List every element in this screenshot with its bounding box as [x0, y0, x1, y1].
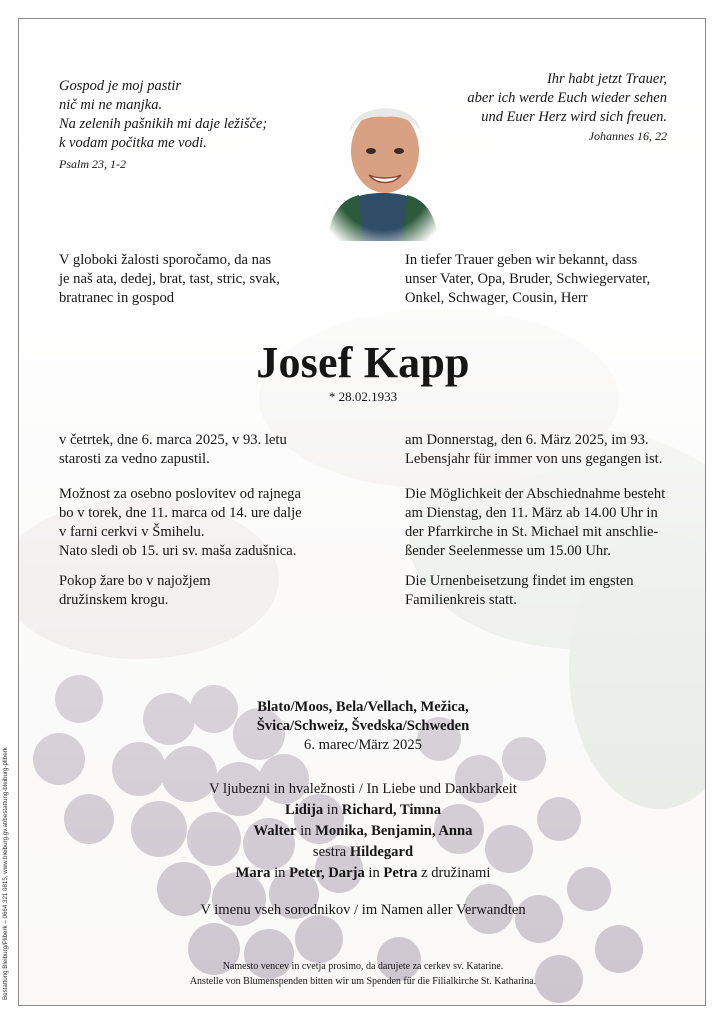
text-line: ßender Seelenmesse um 15.00 Uhr.: [405, 543, 611, 559]
footer-line: Anstelle von Blumenspenden bitten wir um Spenden für die Filialkirche St. Katharina.: [189, 976, 537, 987]
text-line: starosti za vedno zapustil.: [59, 451, 210, 467]
intro-slovenian: [59, 251, 280, 308]
footer-line: Namesto vencev in cvetja prosimo, da darujete za cerkev sv. Katarine.: [222, 961, 504, 972]
family-name: Richard, Timna: [341, 802, 441, 818]
family-block: [19, 779, 706, 921]
family-name: Peter, Darja: [289, 865, 365, 881]
family-name: Petra: [383, 865, 418, 881]
date-line: 6. marec/März 2025: [304, 737, 422, 753]
place-date-block: [19, 698, 706, 755]
deceased-name: Josef Kapp: [256, 338, 470, 387]
text-line: Onkel, Schwager, Cousin, Herr: [405, 290, 588, 306]
text-line: Nato sledi ob 15. uri sv. maša zadušnica.: [59, 543, 297, 559]
family-row: [19, 863, 706, 884]
text-line: Lebensjahr für immer von uns gegangen ist.: [405, 451, 663, 467]
text-line: der Pfarrkirche in St. Michael mit anschlie-: [405, 524, 659, 540]
closing-line: V imenu vseh sorodnikov / im Namen aller Verwandten: [200, 902, 526, 918]
quote-left: [59, 77, 267, 174]
text-line: V globoki žalosti sporočamo, da nas: [59, 252, 272, 268]
footer-note: [19, 959, 706, 989]
family-sep: in: [296, 823, 316, 839]
text-line: Die Möglichkeit der Abschiednahme besteht: [405, 486, 666, 502]
places-line: Švica/Schweiz, Švedska/Schweden: [256, 718, 470, 734]
family-row: [19, 821, 706, 842]
parte-sheet: [18, 18, 706, 1006]
text-line: am Donnerstag, den 6. März 2025, im 93.: [405, 432, 649, 448]
places-line: Blato/Moos, Bela/Vellach, Mežica,: [257, 699, 469, 715]
quote-right: [467, 70, 667, 146]
text-line: am Dienstag, den 11. März ab 14.00 Uhr in: [405, 505, 658, 521]
quote-right-line: aber ich werde Euch wieder sehen: [467, 90, 667, 106]
birth-date: * 28.02.1933: [328, 389, 398, 404]
farewell-german: [405, 485, 665, 561]
family-name: Lidija: [285, 802, 324, 818]
quote-left-line: nič mi ne manjka.: [59, 97, 163, 113]
text-line: Možnost za osebno poslovitev od rajnega: [59, 486, 301, 502]
text-line: bratranec in gospod: [59, 290, 175, 306]
family-name: Mara: [235, 865, 271, 881]
family-name: Monika, Benjamin, Anna: [315, 823, 473, 839]
text-line: je naš ata, dedej, brat, tast, stric, svak,: [59, 271, 280, 287]
family-intro: V ljubezni in hvaležnosti / In Liebe und Dankbarkeit: [209, 781, 517, 797]
text-line: družinskem krogu.: [59, 592, 169, 608]
text-line: bo v torek, dne 11. marca od 14. ure dalje: [59, 505, 302, 521]
text-line: Die Urnenbeisetzung findet im engsten: [405, 573, 634, 589]
quote-right-line: Ihr habt jetzt Trauer,: [546, 71, 667, 87]
portrait-photo: [319, 91, 447, 251]
text-line: Pokop žare bo v najožjem: [59, 573, 211, 589]
intro-german: [405, 251, 650, 308]
urn-german: [405, 572, 634, 610]
quote-left-source: Psalm 23, 1-2: [59, 157, 126, 171]
family-sep: in: [270, 865, 290, 881]
family-sep: in: [323, 802, 342, 818]
quote-left-line: Na zelenih pašnikih mi daje ležišče;: [59, 116, 268, 132]
family-relation: sestra: [312, 844, 350, 860]
text-line: unser Vater, Opa, Bruder, Schwiegervater,: [405, 271, 651, 287]
urn-slovenian: [59, 572, 211, 610]
family-sep: in: [364, 865, 384, 881]
farewell-slovenian: [59, 485, 302, 561]
quote-left-line: Gospod je moj pastir: [59, 78, 182, 94]
text-line: Familienkreis statt.: [405, 592, 517, 608]
death-slovenian: [59, 431, 287, 469]
text-line: In tiefer Trauer geben wir bekannt, dass: [405, 252, 638, 268]
family-name: Walter: [253, 823, 297, 839]
family-suffix: z družinami: [417, 865, 491, 881]
quote-right-source: Johannes 16, 22: [588, 129, 667, 143]
family-name: Hildegard: [349, 844, 414, 860]
quote-left-line: k vodam počitka me vodi.: [59, 135, 207, 151]
text-line: v farni cerkvi v Šmihelu.: [59, 524, 205, 540]
text-line: v četrtek, dne 6. marca 2025, v 93. letu: [59, 432, 287, 448]
funeral-home-note: Bestattung Bleiburg/Pliberk – 0664 321 0815, www.bleiburg.gv.at/bestattung-bleiburg-pliberk: [2, 747, 9, 1000]
quote-right-line: und Euer Herz wird sich freuen.: [481, 109, 667, 125]
death-german: [405, 431, 662, 469]
family-row: [19, 842, 706, 863]
family-row: [19, 800, 706, 821]
